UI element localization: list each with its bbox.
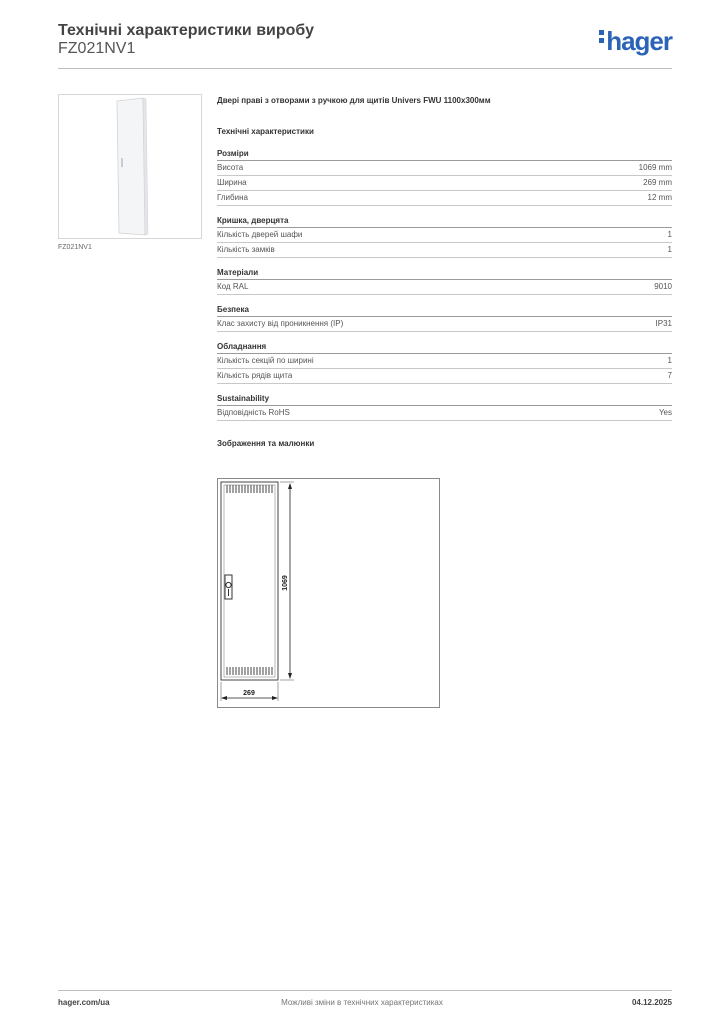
page-title: Технічні характеристики виробу	[58, 22, 314, 39]
spec-label: Висота	[217, 163, 244, 172]
spec-group-title: Розміри	[217, 149, 672, 161]
spec-group-dimensions	[217, 149, 672, 206]
spec-value: 12 mm	[647, 193, 672, 202]
spec-group-materials	[217, 268, 672, 295]
spec-value: 269 mm	[643, 178, 672, 187]
width-dimension-label: 269	[243, 690, 255, 697]
logo-text: hager	[606, 26, 672, 56]
technical-drawing	[217, 478, 440, 708]
spec-label: Глибина	[217, 193, 248, 202]
spec-row	[217, 161, 672, 176]
hager-logo[interactable]	[599, 26, 672, 57]
spec-value: 9010	[654, 282, 672, 291]
spec-group-equipment	[217, 342, 672, 384]
spec-label: Код RAL	[217, 282, 249, 291]
thumbnail-caption: FZ021NV1	[58, 244, 92, 251]
height-dimension-label: 1069	[282, 575, 289, 591]
spec-label: Кількість замків	[217, 245, 275, 254]
header-divider	[58, 68, 672, 69]
spec-row	[217, 406, 672, 421]
main-content	[217, 96, 672, 448]
specs-title: Технічні характеристики	[217, 127, 314, 136]
spec-label: Кількість рядів щита	[217, 371, 293, 380]
spec-group-title: Матеріали	[217, 268, 672, 280]
spec-value: IP31	[655, 319, 672, 328]
spec-row	[217, 191, 672, 206]
spec-group-title: Обладнання	[217, 342, 672, 354]
product-description: Двері праві з отворами з ручкою для щитів Univers FWU 1100x300мм	[217, 96, 491, 105]
product-thumbnail	[58, 94, 202, 239]
spec-row	[217, 228, 672, 243]
spec-group-cover	[217, 216, 672, 258]
spec-group-title: Sustainability	[217, 394, 672, 406]
spec-row	[217, 176, 672, 191]
spec-label: Кількість дверей шафи	[217, 230, 303, 239]
spec-group-title: Кришка, дверцята	[217, 216, 672, 228]
footer-disclaimer: Можливі зміни в технічних характеристиках	[281, 998, 443, 1007]
door-dimension-drawing-icon	[218, 479, 439, 707]
footer-divider	[58, 990, 672, 991]
spec-value: 1069 mm	[638, 163, 672, 172]
spec-label: Клас захисту від проникнення (IP)	[217, 319, 344, 328]
spec-value: 7	[667, 371, 672, 380]
spec-label: Кількість секцій по ширині	[217, 356, 314, 365]
footer-website-link[interactable]: hager.com/ua	[58, 998, 110, 1007]
door-thumbnail-icon	[59, 95, 201, 238]
spec-value: 1	[667, 230, 672, 239]
spec-group-sustainability	[217, 394, 672, 421]
spec-label: Відповідність RoHS	[217, 408, 290, 417]
spec-row	[217, 369, 672, 384]
spec-row	[217, 354, 672, 369]
images-title: Зображення та малюнки	[217, 439, 315, 448]
spec-value: Yes	[658, 408, 672, 417]
spec-value: 1	[667, 356, 672, 365]
spec-row	[217, 243, 672, 258]
spec-label: Ширина	[217, 178, 247, 187]
product-code: FZ021NV1	[58, 40, 136, 57]
spec-row	[217, 280, 672, 295]
spec-row	[217, 317, 672, 332]
logo-dots-icon	[599, 30, 604, 46]
spec-group-title: Безпека	[217, 305, 672, 317]
spec-value: 1	[667, 245, 672, 254]
footer-date: 04.12.2025	[631, 998, 672, 1007]
spec-group-safety	[217, 305, 672, 332]
